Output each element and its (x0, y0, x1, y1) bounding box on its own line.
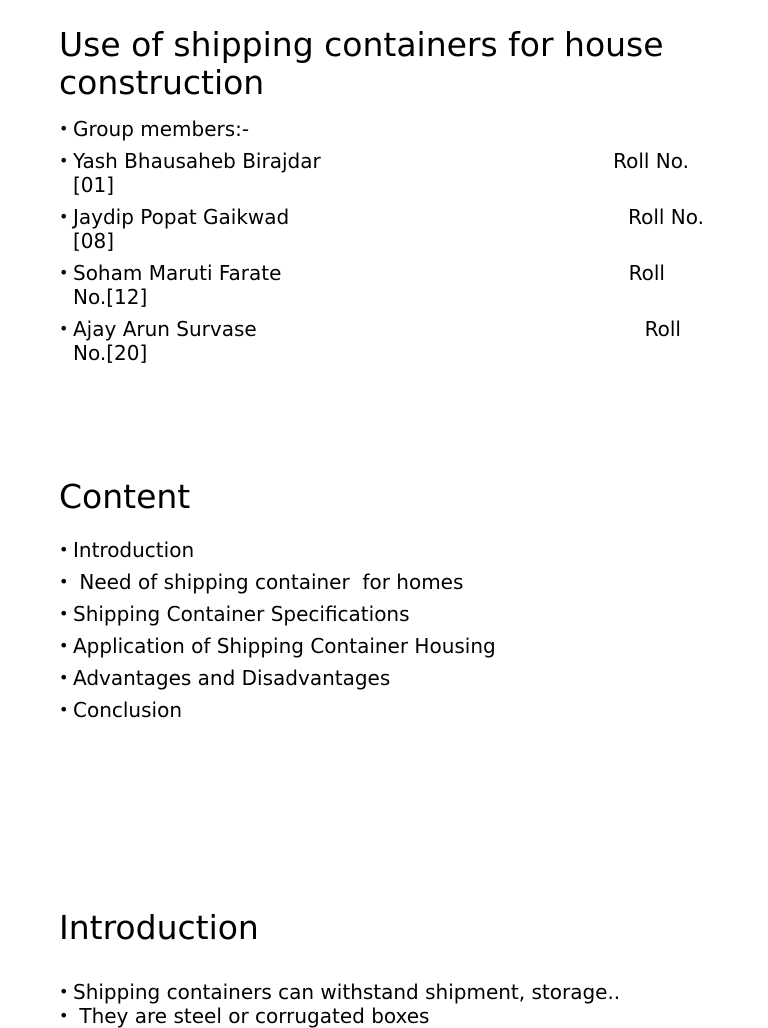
content-item: • Conclusion (59, 698, 719, 722)
member-roll-label: Roll No. (628, 205, 704, 229)
member-roll-label: Roll (628, 261, 665, 285)
slide-title: Use of shipping containers for house construction (59, 25, 664, 102)
member-name: • Ajay Arun Survase (73, 317, 257, 341)
introduction-list (59, 980, 719, 1028)
member-item (59, 149, 719, 197)
content-item: • Application of Shipping Container Housing (59, 634, 719, 658)
content-item: • Introduction (59, 538, 719, 562)
intro-item: • Shipping containers can withstand shipment, storage.. (59, 980, 719, 1004)
member-roll-number: No.[12] (73, 285, 148, 309)
group-members-label: • Group members:- (59, 117, 719, 141)
member-roll-number: [08] (73, 229, 115, 253)
member-item (59, 205, 719, 253)
member-item (59, 261, 719, 309)
slide-title-group (59, 26, 719, 373)
group-members-list (59, 117, 719, 365)
member-roll-label: Roll No. (613, 149, 689, 173)
slide-title: Introduction (59, 908, 259, 947)
content-item: • Advantages and Disadvantages (59, 666, 719, 690)
member-roll-number: No.[20] (73, 341, 148, 365)
slide-content (59, 478, 719, 730)
content-list (59, 538, 719, 722)
content-item: • Need of shipping container for homes (59, 570, 719, 594)
slide-title: Content (59, 477, 191, 516)
member-roll-number: [01] (73, 173, 115, 197)
member-name: • Jaydip Popat Gaikwad (73, 205, 290, 229)
member-name: • Yash Bhausaheb Birajdar (73, 149, 321, 173)
intro-item: • They are steel or corrugated boxes (59, 1004, 719, 1028)
member-name: • Soham Maruti Farate (73, 261, 282, 285)
member-roll-label: Roll (644, 317, 681, 341)
member-item (59, 317, 719, 365)
slide-introduction (59, 909, 719, 1028)
content-item: • Shipping Container Specifications (59, 602, 719, 626)
